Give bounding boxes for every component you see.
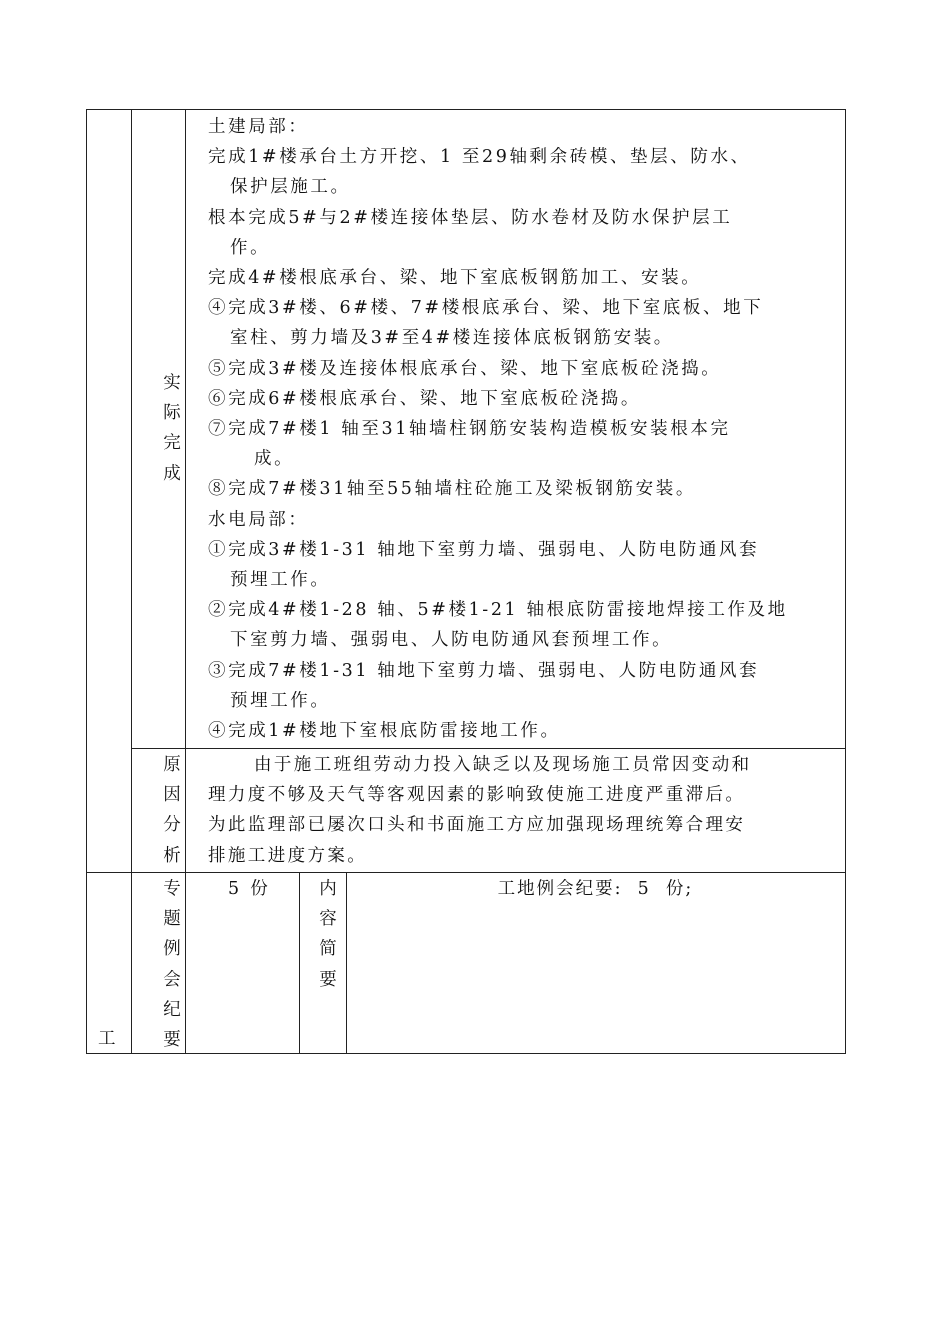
content-line: ⑧完成7#楼31轴至55轴墙柱砼施工及梁板钢筋安装。 [208,479,696,500]
content-line: 完成1#楼承台土方开挖、1 至29轴剩余砖模、垫层、防水、 保护层施工。 [208,147,751,198]
content-line: 根本完成5#与2#楼连接体垫层、防水卷材及防水保护层工 作。 [208,207,733,258]
actual-completion-content [208,112,828,746]
column-divider-1 [131,109,132,1054]
reason-analysis-label: 原 因 分 析 [163,755,181,866]
meeting-minutes-label: 专 题 例 会 纪 要 [163,879,181,1051]
actual-completion-label: 实 际 完 成 [163,373,181,484]
content-line: ⑥完成6#楼根底承台、梁、地下室底板砼浇捣。 [208,388,641,409]
content-line: ④完成3#楼、6#楼、7#楼根底承台、梁、地下室底板、地下 室柱、剪力墙及3#至4#楼连接体底板钢筋安装。 [208,298,764,349]
meeting-count: 5 份 [228,879,268,899]
content-line: ⑦完成7#楼1 轴至31轴墙柱钢筋安装构造模板安装根本完 成。 [208,419,731,470]
reason-meeting-divider [86,872,846,873]
table-top-border [86,109,846,110]
content-line: 土建局部： [208,117,309,137]
table-left-border [86,109,87,1054]
content-line: ④完成1#楼地下室根底防雷接地工作。 [208,721,561,742]
content-line: 完成4#楼根底承台、梁、地下室底板钢筋加工、安装。 [208,268,702,289]
work-label: 工 [98,1029,116,1049]
summary-text: 工地例会纪要: 5 份; [497,879,694,899]
table-right-border [845,109,846,1054]
content-line: ①完成3#楼1-31 轴地下室剪力墙、强弱电、人防电防通风套 预埋工作。 [208,539,760,591]
actual-reason-divider [131,748,846,749]
content-line: 水电局部： [208,509,309,530]
content-line: ③完成7#楼1-31 轴地下室剪力墙、强弱电、人防电防通风套 预埋工作。 [208,660,760,711]
reason-analysis-text: 由于施工班组劳动力投入缺乏以及现场施工员常因变动和 理力度不够及天气等客观因素的影响致使施工进度严重滞后。 为此监理部已屡次口头和书面施工方应加强现场理统筹合理安 排施工进度方案。 [208,755,752,866]
summary-label: 内 容 简 要 [319,879,337,990]
content-line: ⑤完成3#楼及连接体根底承台、梁、地下室底板砼浇捣。 [208,358,722,379]
column-divider-count [299,872,300,1054]
table-bottom-border [86,1053,846,1054]
content-line: ②完成4#楼1-28 轴、5#楼1-21 轴根底防雷接地焊接工作及地 下室剪力墙、强弱电、人防电防通风套预埋工作。 [208,600,788,651]
